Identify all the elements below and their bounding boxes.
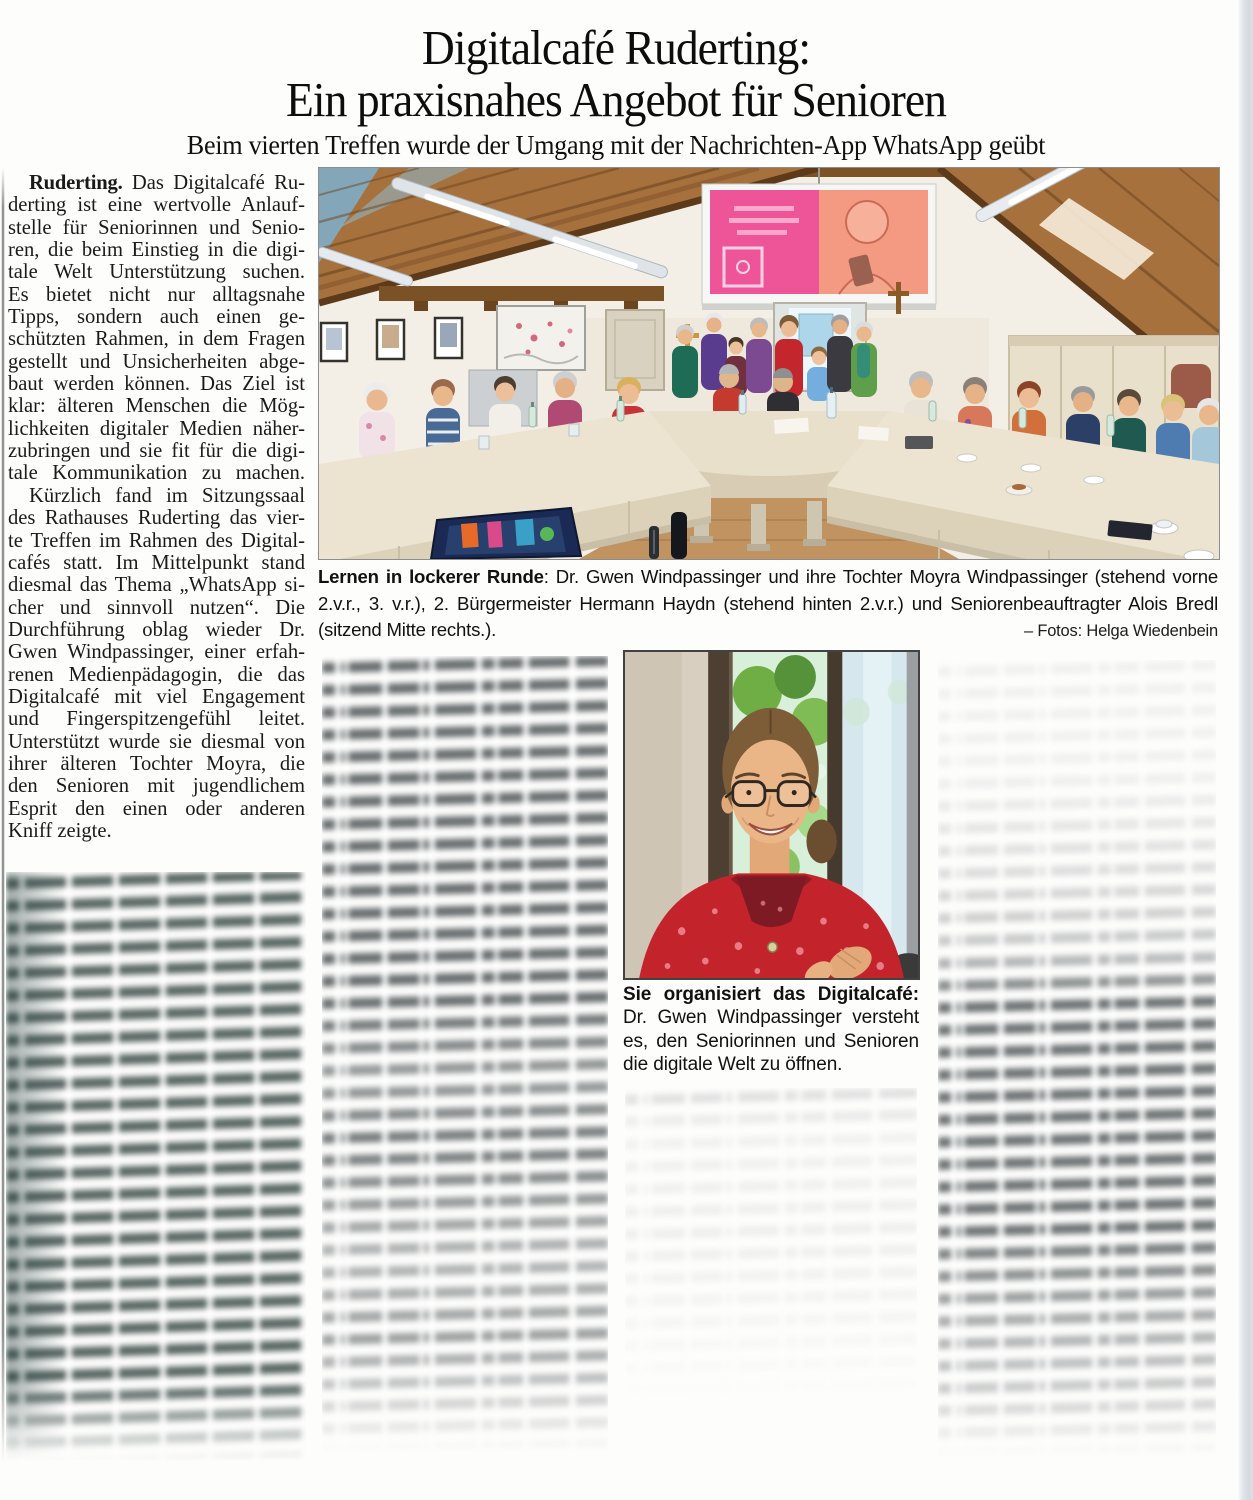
paragraph-line: tale Welt Unterstützung suchen. xyxy=(8,261,305,284)
paragraph-line: Esprit den einen oder anderen xyxy=(8,797,305,820)
caption-text: (sitzend Mitte rechts.). xyxy=(318,619,497,641)
headline-line-2: Ein praxisnahes Angebot für Senioren xyxy=(285,72,947,127)
paragraph-line: cher und sinnvoll nutzen“. Die xyxy=(8,596,305,619)
paragraph-line xyxy=(8,172,305,194)
eave-beam xyxy=(379,286,664,301)
paragraph-line: des Rathauses Ruderting das vier- xyxy=(8,507,305,530)
paragraph-line: und Fingerspitzengefühl leitet. xyxy=(8,708,305,731)
paragraph-line: te Treffen im Rahmen des Digital- xyxy=(8,529,305,552)
headline-line-1: Digitalcafé Ruderting: xyxy=(421,20,811,75)
paragraph-line: zubringen und sie fit für die digi- xyxy=(8,440,305,463)
paragraph-line: Durchführung oblag wieder Dr. xyxy=(8,618,305,641)
portrait-photo-gwen-windpassinger xyxy=(623,650,920,980)
paragraph-line: den Senioren mit jugendlichem xyxy=(8,775,305,798)
wall-portrait-frames xyxy=(321,318,462,361)
paragraph-line: schützten Rahmen, in dem Fragen xyxy=(8,328,305,351)
redacted-text-column-right xyxy=(938,660,1216,1472)
paragraph-line: Unterstützt wurde sie diesmal von xyxy=(8,730,305,753)
wall-map-board xyxy=(497,306,585,370)
portrait-caption xyxy=(623,983,919,1077)
paragraph-line: cafés statt. Im Mittelpunkt stand xyxy=(8,551,305,574)
paragraph-line: ren, die beim Einstieg in die digi- xyxy=(8,239,305,262)
paragraph-line: Tipps, sondern auch einen ge- xyxy=(8,306,305,329)
paragraph-text: Das Digitalcafé Ru- xyxy=(122,172,305,194)
paragraph-line: renen Medienpädagogin, die das xyxy=(8,663,305,686)
paragraph-1-lines xyxy=(8,194,305,484)
main-photo-caption xyxy=(318,564,1218,644)
paragraph-line: derting ist eine wertvolle Anlauf- xyxy=(8,194,305,217)
paragraph-line: baut werden können. Das Ziel ist xyxy=(8,373,305,396)
paragraph-line: diesmal das Thema „WhatsApp si- xyxy=(8,574,305,597)
caption-text: : Dr. Gwen Windpassinger und ihre Tochter Moyra Windpassinger (stehend vorne xyxy=(543,566,1218,587)
portrait-illustration xyxy=(625,652,918,978)
dateline: Ruderting. xyxy=(29,172,123,194)
paragraph-line: Es bietet nicht nur alltagsnahe xyxy=(8,283,305,306)
paragraph-line: tale Kommunikation zu machen. xyxy=(8,462,305,485)
main-photo-meeting-room xyxy=(318,167,1220,560)
paragraph-line: Gwen Windpassinger, einer erfah- xyxy=(8,641,305,664)
caption-line: die digitale Welt zu öffnen. xyxy=(623,1054,843,1076)
photo-credit: – Fotos: Helga Wiedenbein xyxy=(1023,622,1218,641)
meeting-room-illustration xyxy=(319,168,1219,559)
paragraph-line: ihrer älteren Tochter Moyra, die xyxy=(8,752,305,775)
paragraph-line: Kürzlich fand im Sitzungssaal xyxy=(29,484,305,507)
paragraph-line: klar: älteren Menschen die Mög- xyxy=(8,395,305,418)
caption-line xyxy=(318,564,1218,591)
paragraph-line: Digitalcafé mit viel Engagement xyxy=(8,685,305,708)
redacted-text-column-middle xyxy=(322,656,608,1468)
caption-line: Dr. Gwen Windpassinger versteht xyxy=(623,1007,919,1029)
column-rule xyxy=(2,168,4,1463)
paragraph-line: gestellt und Unsicherheiten abge- xyxy=(8,350,305,373)
paragraph-line: stelle für Seniorinnen und Senio- xyxy=(8,216,305,239)
caption-line: 2.v.r., 3. v.r.), 2. Bürgermeister Hermann Haydn (stehend hinten 2.v.r.) und Seniorenbeauftragter Alois Bredl xyxy=(318,592,1218,614)
article-body-column xyxy=(8,172,305,842)
caption-line xyxy=(623,983,919,1006)
paragraph-2-lines xyxy=(8,507,305,820)
caption-line: es, den Seniorinnen und Senioren xyxy=(623,1030,919,1052)
subheadline: Beim vierten Treffen wurde der Umgang mit der Nachrichten-App WhatsApp geübt xyxy=(186,130,1046,160)
paragraph-line: Kniff zeigte. xyxy=(8,819,112,842)
paragraph-line: lichkeiten digitaler Medien näher- xyxy=(8,417,305,440)
caption-lead: Sie organisiert das Digitalcafé: xyxy=(623,984,919,1005)
caption-line xyxy=(318,617,1218,644)
redacted-text-column-left xyxy=(6,872,306,1467)
redacted-text-column-fourth xyxy=(625,1088,917,1423)
scan-edge-shadow xyxy=(1237,0,1253,1500)
caption-lead: Lernen in lockerer Runde xyxy=(318,566,544,587)
